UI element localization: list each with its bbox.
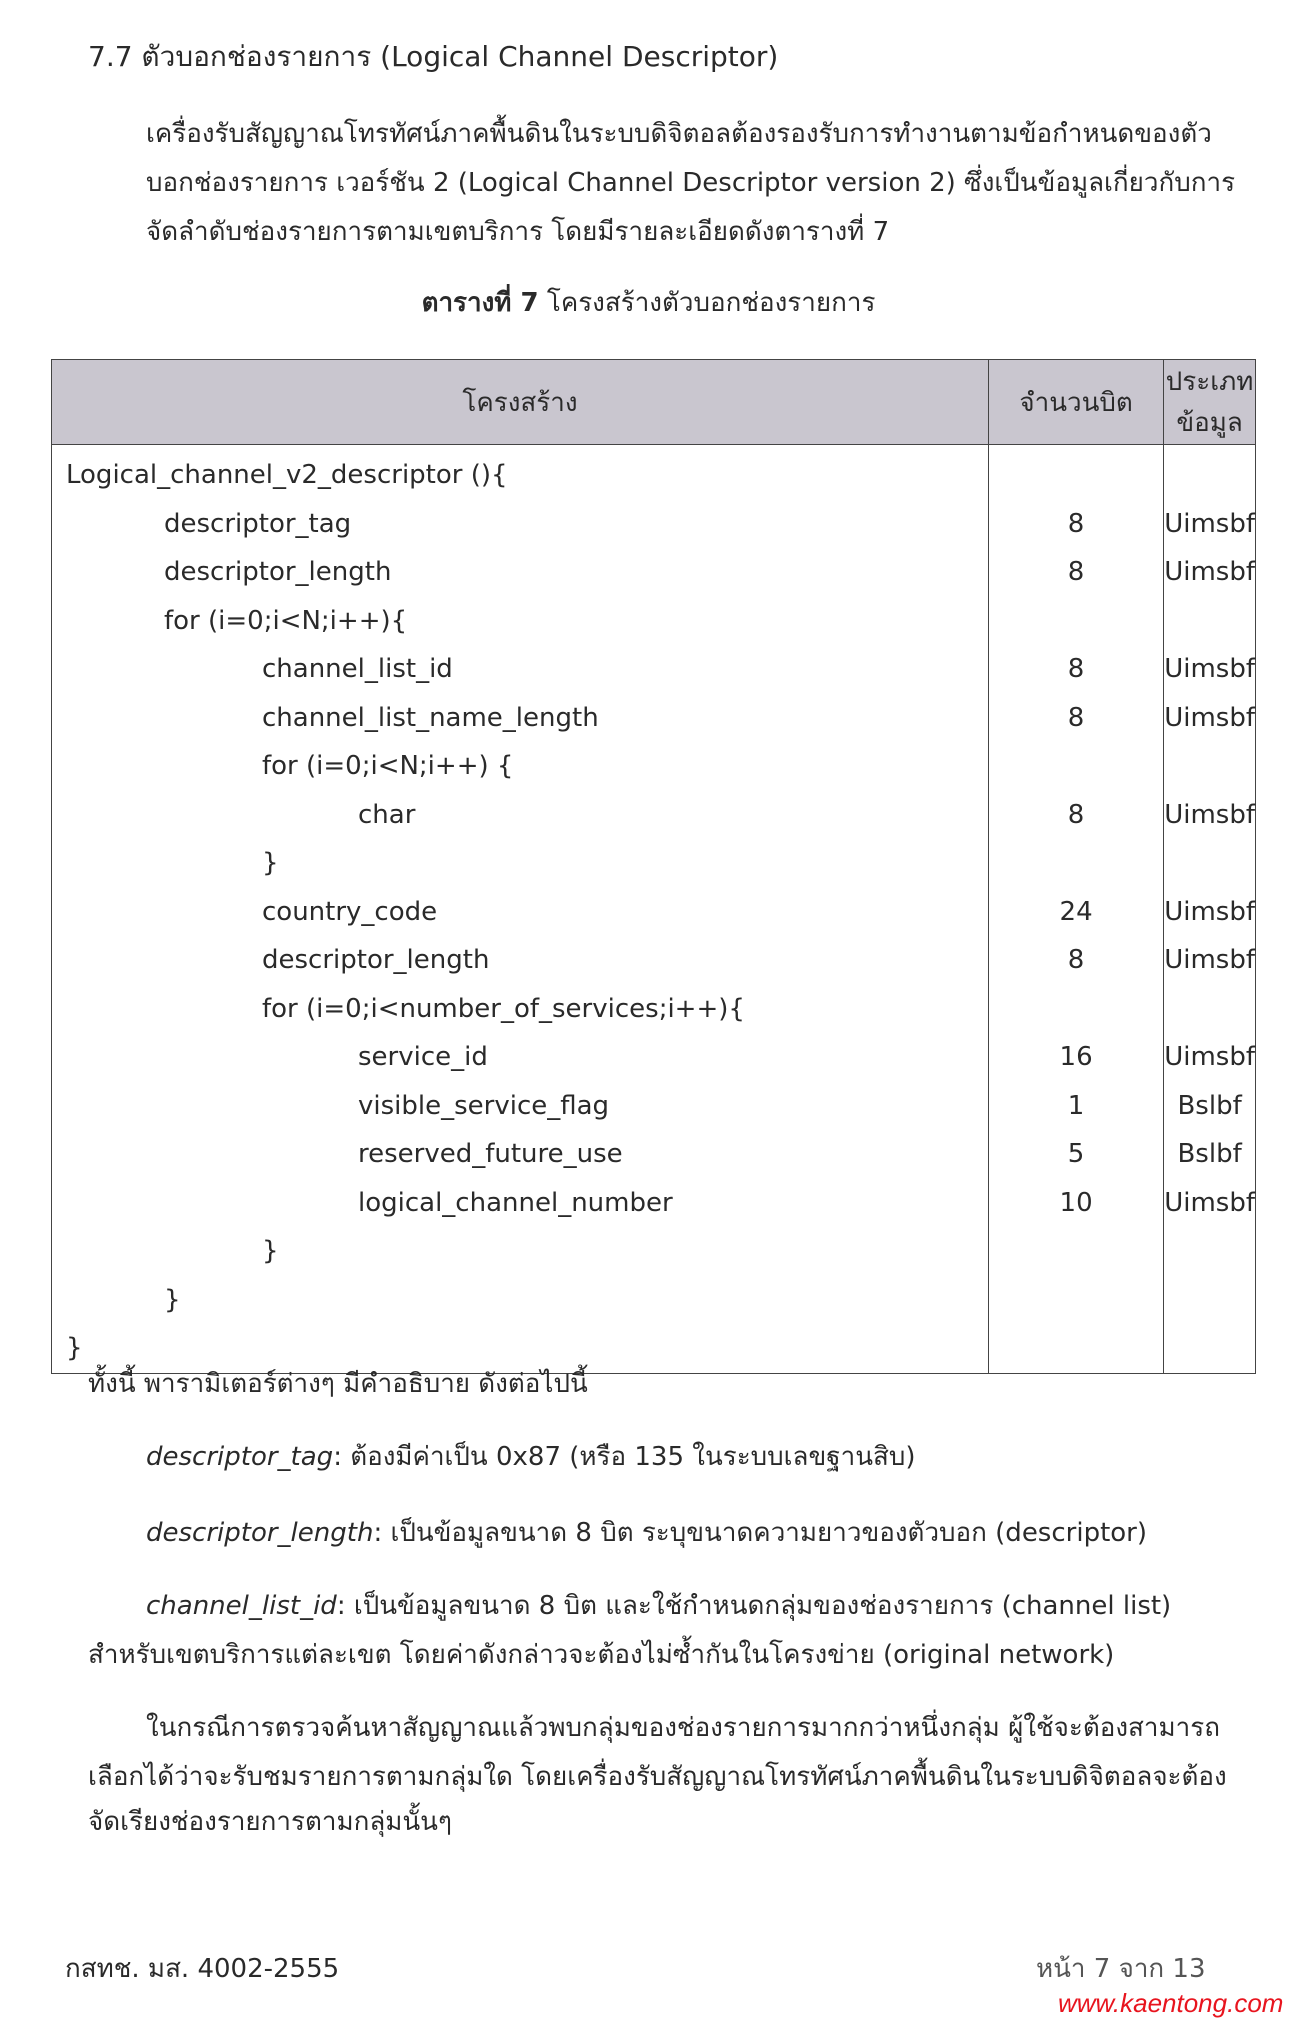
structure-cell: descriptor_length: [52, 548, 989, 597]
structure-cell: reserved_future_use: [52, 1130, 989, 1179]
table-row: [52, 445, 1256, 500]
param-name: channel_list_id: [146, 1591, 337, 1621]
type-cell: [1164, 839, 1256, 888]
type-cell: [1164, 742, 1256, 791]
table-row: [52, 1130, 1256, 1179]
bits-cell: [988, 985, 1163, 1034]
intro-line: เครื่องรับสัญญาณโทรทัศน์ภาคพื้นดินในระบบดิจิตอลต้องรองรับการทำงานตามข้อกำหนดของตัว: [146, 119, 1212, 149]
table-row: [52, 839, 1256, 888]
param-name: descriptor_length: [146, 1518, 374, 1548]
type-cell: Bslbf: [1164, 1082, 1256, 1131]
bits-cell: 10: [988, 1179, 1163, 1228]
type-cell: Uimsbf: [1164, 936, 1256, 985]
table-row: [52, 1179, 1256, 1228]
bits-cell: [988, 1324, 1163, 1373]
structure-cell: char: [52, 791, 989, 840]
table-row: [52, 597, 1256, 646]
type-cell: Uimsbf: [1164, 694, 1256, 743]
section-title: 7.7 ตัวบอกช่องรายการ (Logical Channel Descriptor): [88, 40, 779, 73]
table-row: [52, 500, 1256, 549]
descriptor-structure-table: [51, 359, 1256, 1374]
structure-cell: for (i=0;i<number_of_services;i++){: [52, 985, 989, 1034]
structure-cell: for (i=0;i<N;i++) {: [52, 742, 989, 791]
bits-cell: 8: [988, 791, 1163, 840]
structure-cell: Logical_channel_v2_descriptor (){: [52, 445, 989, 500]
type-cell: Bslbf: [1164, 1130, 1256, 1179]
structure-cell: service_id: [52, 1033, 989, 1082]
bits-cell: 16: [988, 1033, 1163, 1082]
structure-cell: }: [52, 1276, 989, 1325]
bits-cell: [988, 839, 1163, 888]
table-row: [52, 1082, 1256, 1131]
structure-cell: visible_service_flag: [52, 1082, 989, 1131]
type-cell: Uimsbf: [1164, 500, 1256, 549]
bits-cell: [988, 445, 1163, 500]
table-row: [52, 791, 1256, 840]
param-desc: : ต้องมีค่าเป็น 0x87 (หรือ 135 ในระบบเลขฐานสิบ): [333, 1442, 916, 1472]
bits-cell: [988, 1227, 1163, 1276]
structure-cell: }: [52, 1227, 989, 1276]
bits-cell: [988, 1276, 1163, 1325]
table-row: [52, 936, 1256, 985]
params-intro: ทั้งนี้ พารามิเตอร์ต่างๆ มีคำอธิบาย ดังต่อไปนี้: [88, 1369, 588, 1399]
structure-cell: }: [52, 839, 989, 888]
bits-cell: 8: [988, 500, 1163, 549]
header-bits: จำนวนบิต: [988, 360, 1163, 445]
closing-line: จัดเรียงช่องรายการตามกลุ่มนั้นๆ: [88, 1807, 452, 1837]
table-row: [52, 1033, 1256, 1082]
table-row: [52, 694, 1256, 743]
type-cell: [1164, 985, 1256, 1034]
param-descriptor-length: [146, 1516, 1147, 1550]
caption-label: ตารางที่ 7: [421, 288, 539, 318]
closing-line: ในกรณีการตรวจค้นหาสัญญาณแล้วพบกลุ่มของช่องรายการมากกว่าหนึ่งกลุ่ม ผู้ใช้จะต้องสามารถ: [146, 1713, 1220, 1743]
bits-cell: 24: [988, 888, 1163, 937]
table-row: [52, 1227, 1256, 1276]
param-desc: : เป็นข้อมูลขนาด 8 บิต และใช้กำหนดกลุ่มของช่องรายการ (channel list): [336, 1591, 1172, 1621]
table-row: [52, 742, 1256, 791]
structure-cell: country_code: [52, 888, 989, 937]
type-cell: Uimsbf: [1164, 645, 1256, 694]
intro-line: บอกช่องรายการ เวอร์ชัน 2 (Logical Channel Descriptor version 2) ซึ่งเป็นข้อมูลเกี่ยวกับการ: [146, 168, 1236, 198]
structure-cell: descriptor_length: [52, 936, 989, 985]
caption-text: โครงสร้างตัวบอกช่องรายการ: [538, 288, 876, 318]
intro-line: จัดลำดับช่องรายการตามเขตบริการ โดยมีรายละเอียดดังตารางที่ 7: [146, 217, 890, 247]
bits-cell: 1: [988, 1082, 1163, 1131]
header-structure: โครงสร้าง: [52, 360, 989, 445]
type-cell: [1164, 597, 1256, 646]
table-row: [52, 645, 1256, 694]
type-cell: [1164, 445, 1256, 500]
structure-cell: }: [52, 1324, 989, 1373]
param-continuation: สำหรับเขตบริการแต่ละเขต โดยค่าดังกล่าวจะต้องไม่ซ้ำกันในโครงข่าย (original network): [88, 1640, 1115, 1670]
structure-cell: logical_channel_number: [52, 1179, 989, 1228]
table-row: [52, 888, 1256, 937]
table-row: [52, 548, 1256, 597]
structure-cell: channel_list_name_length: [52, 694, 989, 743]
type-cell: Uimsbf: [1164, 1179, 1256, 1228]
bits-cell: 8: [988, 645, 1163, 694]
table-row: [52, 1276, 1256, 1325]
type-cell: Uimsbf: [1164, 1033, 1256, 1082]
bits-cell: 8: [988, 694, 1163, 743]
param-descriptor-tag: [146, 1440, 916, 1474]
closing-line: เลือกได้ว่าจะรับชมรายการตามกลุ่มใด โดยเครื่องรับสัญญาณโทรทัศน์ภาคพื้นดินในระบบดิจิตอลจะต้อง: [88, 1762, 1227, 1792]
watermark: www.kaentong.com: [1058, 1988, 1284, 2018]
footer-standard: กสทช. มส. 4002-2555: [65, 1954, 340, 1984]
type-cell: [1164, 1324, 1256, 1373]
bits-cell: 8: [988, 936, 1163, 985]
param-name: descriptor_tag: [146, 1442, 334, 1472]
structure-cell: for (i=0;i<N;i++){: [52, 597, 989, 646]
type-cell: Uimsbf: [1164, 888, 1256, 937]
bits-cell: 5: [988, 1130, 1163, 1179]
bits-cell: 8: [988, 548, 1163, 597]
bits-cell: [988, 597, 1163, 646]
header-type: ประเภทข้อมูล: [1164, 360, 1256, 445]
structure-cell: descriptor_tag: [52, 500, 989, 549]
param-desc: : เป็นข้อมูลขนาด 8 บิต ระบุขนาดความยาวของตัวบอก (descriptor): [373, 1518, 1148, 1548]
table-caption: [0, 286, 1297, 320]
type-cell: Uimsbf: [1164, 548, 1256, 597]
table-row: [52, 985, 1256, 1034]
footer-page: หน้า 7 จาก 13: [1036, 1954, 1206, 1984]
bits-cell: [988, 742, 1163, 791]
type-cell: Uimsbf: [1164, 791, 1256, 840]
table-row: [52, 1324, 1256, 1373]
param-channel-list-id: [146, 1589, 1171, 1623]
structure-cell: channel_list_id: [52, 645, 989, 694]
type-cell: [1164, 1276, 1256, 1325]
type-cell: [1164, 1227, 1256, 1276]
